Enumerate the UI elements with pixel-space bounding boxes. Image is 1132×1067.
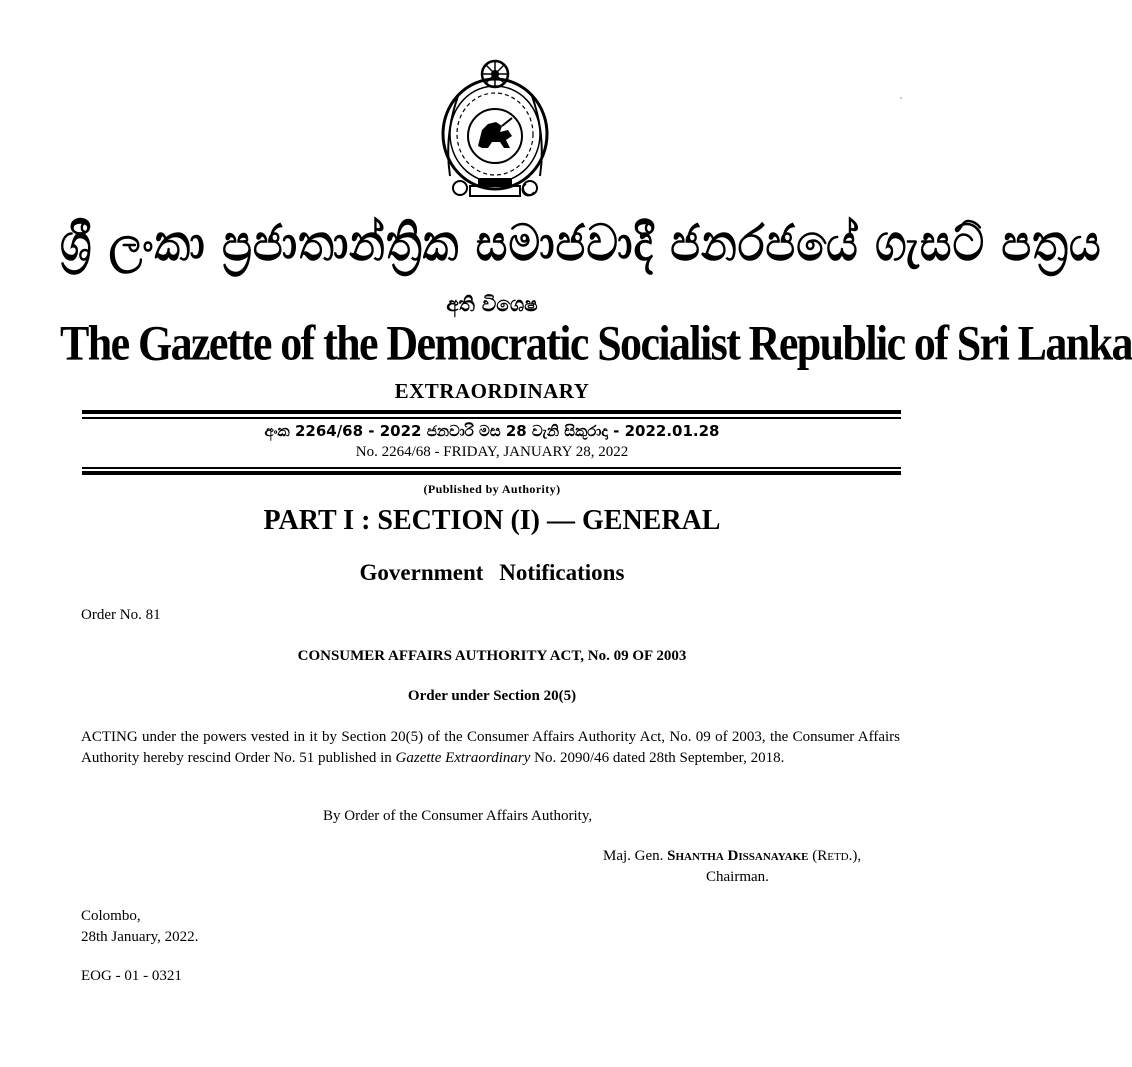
signer-name: Shantha Dissanayake [667,848,809,864]
by-order-line: By Order of the Consumer Affairs Authority, [323,808,593,824]
signer-punct: ), [852,848,862,864]
date-line: 28th January, 2022. [81,929,199,945]
signatory [603,848,861,865]
gazette-title-english: The Gazette of the Democratic Socialist Republic of Sri Lanka [60,316,1132,371]
notice-body-text: ACTING under the powers vested in it by Section 20(5) of the Consumer Affairs Authority Act, No. 09 of 2003, the Consumer Affairs Authority hereby rescind Order No. 51 published in [81,729,900,766]
category-heading: Government Notifications [359,560,625,585]
divider-rule [82,467,901,469]
divider-rule [82,471,901,475]
signer-title: Chairman. [706,869,769,885]
published-by-label: (Published by Authority) [423,482,561,496]
act-title: CONSUMER AFFAIRS AUTHORITY ACT, No. 09 OF 2003 [297,648,687,664]
notice-body-text: No. 2090/46 dated 28th September, 2018. [530,749,785,766]
signer-punct: ( [808,848,818,864]
divider-rule [82,417,901,419]
section-title: Order under Section 20(5) [407,688,577,704]
signer-rank: Maj. Gen. [603,848,668,864]
issue-line-sinhala: අංක 2264/68 - 2022 ජනවාරි මස 28 වැනි සිකුරාදා - 2022.01.28 [264,422,720,440]
extraordinary-label: EXTRAORDINARY [394,379,590,403]
divider-rule [82,410,901,414]
signer-retd: Retd. [817,848,853,864]
order-number: Order No. 81 [81,607,161,623]
sri-lanka-emblem [440,56,550,208]
gazette-reference-italic: Gazette Extraordinary [395,749,531,766]
notice-body [81,727,900,768]
scan-speck [900,97,902,99]
issue-line-english: No. 2264/68 - FRIDAY, JANUARY 28, 2022 [355,444,629,460]
part-heading: PART I : SECTION (I) — GENERAL [263,505,721,536]
reference-code: EOG - 01 - 0321 [81,968,182,984]
gazette-title-sinhala: ශ්‍රී ලංකා ප්‍රජාතාන්ත්‍රික සමාජවාදී ජනරජයේ ගැසට් පත්‍රය [60,214,1102,273]
extraordinary-label-sinhala: අති විශෙෂ [446,292,538,316]
place-line: Colombo, [81,908,141,924]
